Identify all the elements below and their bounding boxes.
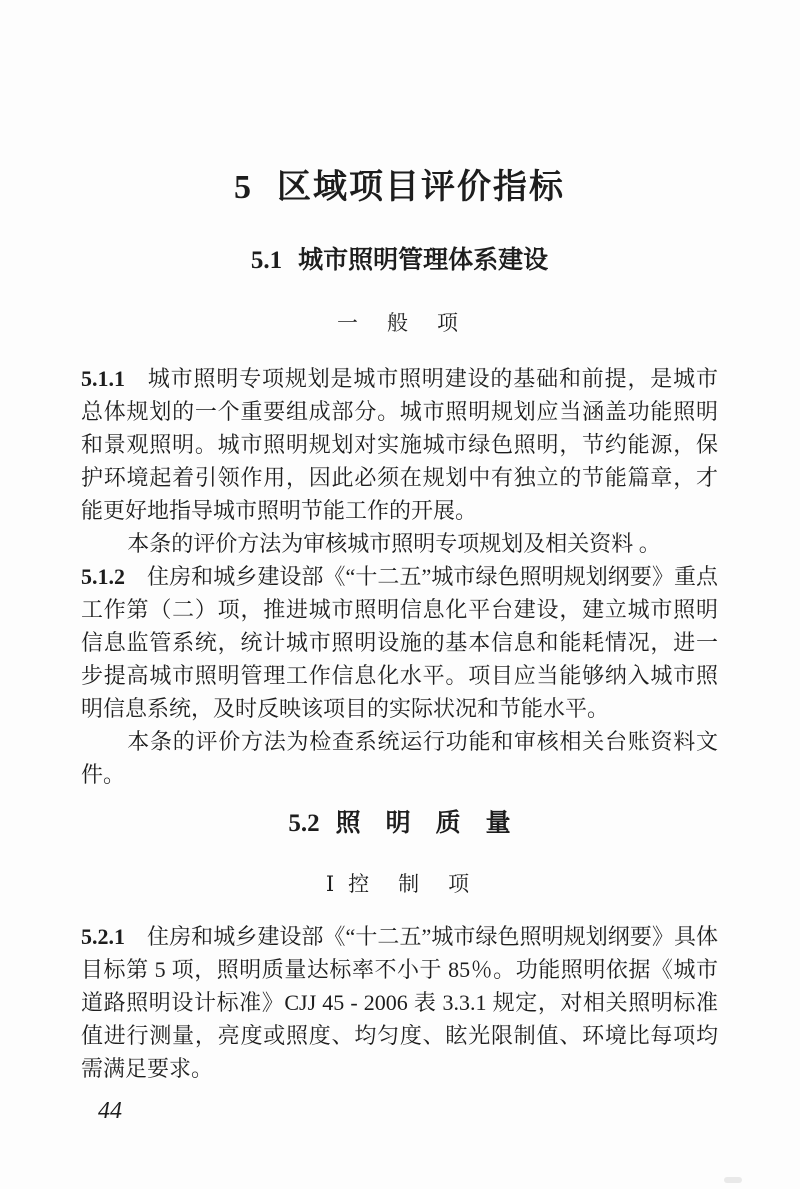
clause-5-1-1 [81, 362, 718, 527]
chapter-heading [81, 0, 718, 209]
chapter-number: 5 [234, 169, 251, 206]
page-content [81, 0, 718, 1128]
section-5-1-body [81, 362, 718, 791]
clause-5-1-2-note: 本条的评价方法为检查系统运行功能和审核相关台账资料文件。 [81, 729, 718, 787]
general-items-label [81, 309, 718, 337]
clause-5-1-2 [81, 560, 718, 725]
section-heading-5-2 [81, 808, 718, 839]
clause-5-2-1 [81, 920, 718, 1085]
page-number: 44 [98, 1098, 122, 1124]
control-items-text: 控 制 项 [348, 872, 474, 896]
chapter-title: 区域项目评价指标 [277, 168, 565, 206]
clause-5-2-1-number: 5.2.1 [81, 924, 125, 949]
clause-5-1-1-note: 本条的评价方法为审核城市照明专项规划及相关资料 。 [127, 531, 661, 556]
clause-5-1-1-number: 5.1.1 [81, 366, 125, 391]
clause-5-2-1-text: 住房和城乡建设部《“十二五”城市绿色照明规划纲要》具体目标第 5 项，照明质量达标率不小于 85％。功能照明依据《城市道路照明设计标准》CJJ 45 - 2006 表 3.3.1 规定，对相关照明标准值进行测量，亮度或照度、均匀度、眩光限制值、环境比每项均需满足要求。 [81, 924, 718, 1081]
clause-5-1-2-number: 5.1.2 [81, 564, 125, 589]
roman-numeral-one: Ⅰ [325, 872, 335, 896]
scan-artifact [724, 1177, 742, 1183]
control-items-label [81, 870, 718, 898]
clause-5-1-1-text: 城市照明专项规划是城市照明建设的基础和前提，是城市总体规划的一个重要组成部分。城市照明规划应当涵盖功能照明和景观照明。城市照明规划对实施城市绿色照明，节约能源，保护环境起着引领作用，因此必须在规划中有独立的节能篇章，才能更好地指导城市照明节能工作的开展。 [81, 366, 718, 523]
section-5-1-title: 城市照明管理体系建设 [298, 246, 549, 274]
clause-5-1-2-text: 住房和城乡建设部《“十二五”城市绿色照明规划纲要》重点工作第（二）项，推进城市照明信息化平台建设，建立城市照明信息监管系统，统计城市照明设施的基本信息和能耗情况，进一步提高城市照明管理工作信息化水平。项目应当能够纳入城市照明信息系统，及时反映该项目的实际状况和节能水平。 [81, 564, 718, 721]
section-5-2-title: 照 明 质 量 [335, 809, 511, 837]
section-heading-5-1 [81, 245, 718, 276]
section-5-1-number: 5.1 [250, 247, 283, 274]
section-5-2-number: 5.2 [288, 810, 320, 837]
section-5-2-body [81, 920, 718, 1085]
general-items-text: 一 般 项 [337, 311, 462, 335]
